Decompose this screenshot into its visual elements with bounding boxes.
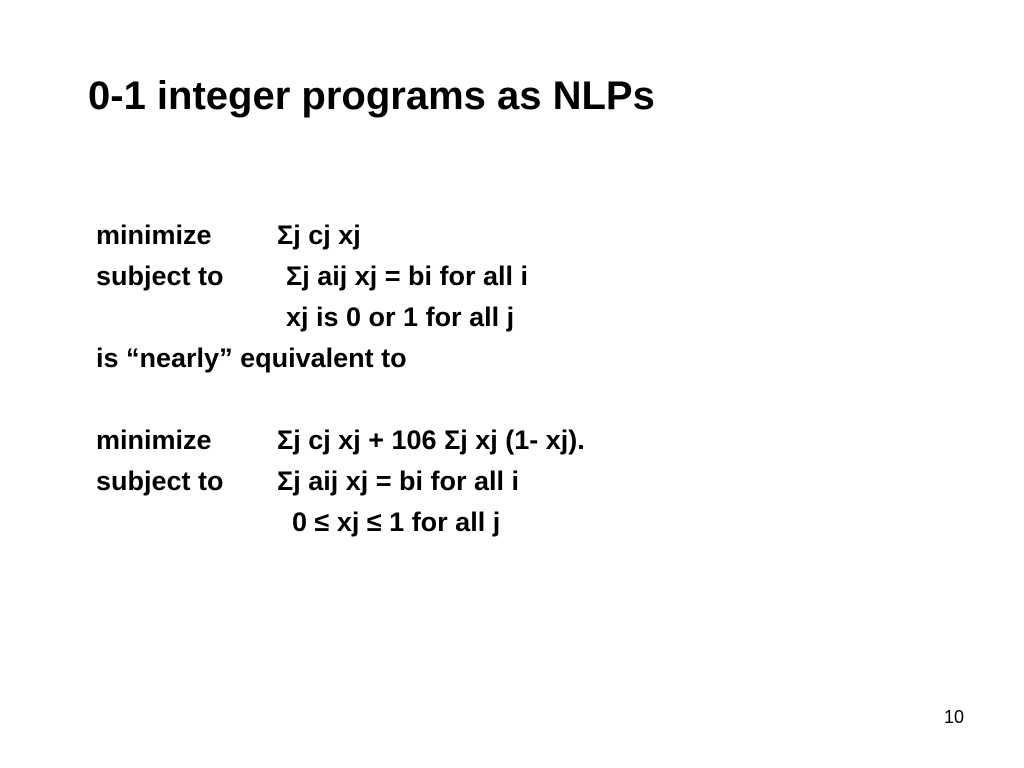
bridge-text: is “nearly” equivalent to <box>96 343 407 373</box>
constraint-binary: xj is 0 or 1 for all j <box>286 302 515 332</box>
objective-expression: Σj cj xj <box>277 220 361 250</box>
constraint-equality: Σj aij xj = bi for all i <box>286 261 529 291</box>
subject-to-keyword: subject to <box>96 466 224 496</box>
objective-expression: Σj cj xj + 106 Σj xj (1- xj). <box>277 425 585 455</box>
constraint-bounds: 0 ≤ xj ≤ 1 for all j <box>292 507 501 537</box>
subject-to-keyword: subject to <box>96 261 224 291</box>
minimize-keyword: minimize <box>96 220 212 250</box>
constraint-equality: Σj aij xj = bi for all i <box>277 466 520 496</box>
page-number: 10 <box>943 707 964 727</box>
slide-title: 0-1 integer programs as NLPs <box>88 74 655 118</box>
minimize-keyword: minimize <box>96 425 212 455</box>
